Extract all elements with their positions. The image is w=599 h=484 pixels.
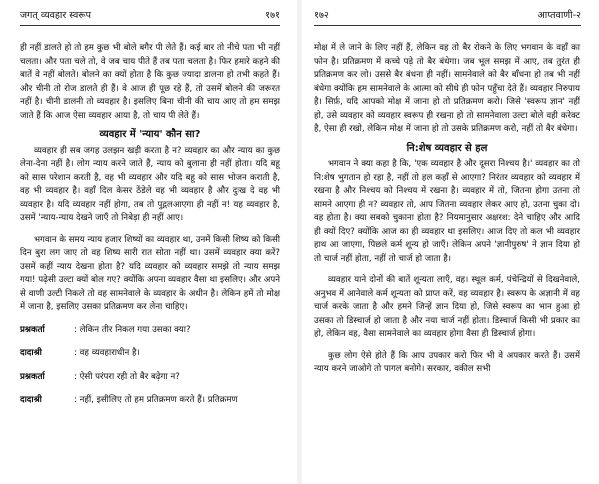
dialogue-speaker: प्रश्नकर्ता: [20, 371, 45, 382]
right-paragraph-4: कुछ लोग ऐसे होते हैं कि आप उपकार करो फिर भी वे अपकार करते हैं। उसमें न्याय करने जाओगे तो पागल बनोगे। सरकार, वकील सभी: [314, 350, 580, 374]
dialogue-speaker: प्रश्नकर्ता: [20, 324, 45, 335]
left-paragraph-2: व्यवहार ही सब जगह उलझन खड़ी करता है न? व्यवहार का और न्याय का कुछ लेना-देना नहीं है। लोग न्याय करने जाते हैं, न्याय को बुलाना ही नहीं होता। यदि बहू को सास परेशान करती है, वह भी व्यवहार और यदि बहू को सास भोजन कराती है, वह भी व्यवहार है। वहाँ दिल केसर ठेंडेले वह भी व्यवहार है और दुःख दे वह भी व्यवहार है। यदि व्यवहार नहीं होगा, तब तो पुद्गलआएगा ही नहीं न! यह व्यवहार है, उसमें 'न्याय-न्याय देखने जाएँ तो निबेड़ा ही नहीं आए।: [20, 145, 280, 223]
right-page: [302, 0, 599, 484]
dialogue-text: : नहीं, इसीलिए तो हम प्रतिक्रमण करते हैं। प्रतिक्रमण: [74, 395, 238, 405]
left-page: [0, 0, 297, 484]
left-page-number: १७१: [265, 10, 280, 21]
dialogue-line: [20, 371, 280, 385]
left-page-body: [20, 42, 280, 409]
dialogue-speaker: दादाश्री: [20, 395, 42, 405]
dialogue-text: : वह व्यवहाराधीन है।: [74, 348, 140, 358]
right-page-header: [314, 9, 581, 26]
left-paragraph-3: भगवान के समय न्याय हजार शिष्यों का व्यवहार था, उनमें किसी शिष्य को किसी दिन बुरा लग जाए तो वह शिष्य सारी रात सोता नहीं था। उसमें व्यवहार क्या करें? उसमें कहीं न्याय देखना होता है? यदि व्यवहार को व्यवहार समझे तो न्याय समझ गया! पढ़ेसी उल्टा क्यों बोल गए? क्योंकि अपना व्यवहार वैसा था इसलिए। और अपने से वाणी उल्टी निकले तो वह सामनेवाले के व्यवहार के अधीन है। लेकिन हमें तो मोक्ष में जाना है, इसलिए उसका प्रतिक्रमण कर लेना चाहिए।: [20, 234, 280, 312]
dialogue-line: [20, 324, 280, 338]
right-paragraph-1: मोक्ष में ले जाने के लिए नहीं हैं, लेकिन वह तो बैर रोकने के लिए भगवान के वहाँ का फोन है। प्रतिक्रमण में कच्चे पड़े तो बैर बंधेगा। जब भूल समझ में आए, तब तुरंत ही प्रतिक्रमण कर लो। उससे बैर बंधना ही नहीं। सामनेवाले को बैर बाँधना हो तब भी नहीं बंधेगा क्योंकि हम सामनेवाले के आत्मा को सीधे ही फोन पहुँचा देते हैं। व्यवहार निरुपाय है। सिर्फ़, यदि आपको मोक्ष में जाना हो तो प्रतिक्रमण करो। जिसे 'स्वरूप ज्ञान' नहीं हो, उसे व्यवहार को व्यवहार स्वरूप ही रखना हो तो सामनेवाला उल्टा बोले वही करेक्ट है, ऐसा ही रखो, लेकिन मोक्ष में जाना हो तो उसके प्रतिक्रमण करो, नहीं तो बैर बंधेगा।: [314, 43, 580, 134]
left-header-title: जगत् व्यवहार स्वरूप: [20, 10, 92, 21]
dialogue-speaker: दादाश्री: [20, 348, 42, 358]
right-section-heading: नि:शेष व्यवहार से हल: [406, 142, 488, 154]
right-paragraph-2: भगवान ने क्या कहा है कि, 'एक व्यवहार है और दूसरा निश्चय है।' व्यवहार का तो नि:शेष भुगतान हो रहा है, नहीं तो हल कहाँ से आएगा? निरंतर व्यवहार को व्यवहार में रखना है और निश्चय को निश्चय में रखना है। व्यवहार में तो, जितना होगा उतना तो सामने आएगा ही न? व्यवहार तो, आप जितना व्यवहार लेकर आए हो, उतना चुका दो। वह होता है। क्या सबको चुकाना होता है? नियमानुसार अक्षरश: देने चाहिए और आदि ही क्यों दिए? क्योंकि आज का ही व्यवहार था इसलिए। आज दिए तो कल भी व्यवहार हाथ आ जाएगा, पिछले कर्म शून्य हो जाएँ। लेकिन अपने 'ज्ञानीपुरुष' ने ज्ञान दिया हो तो चार्ज नहीं होता, नहीं तो चार्ज हो जाता है।: [314, 159, 580, 264]
dialogue-line: [20, 347, 280, 361]
left-paragraph-1: ही नहीं डालते हो तो हम कुछ भी बोले बगैर पी लेते हैं। कई बार तो नीचे पता भी नहीं चलता। और पता चले तो, वे जब चाय पीते हैं तब पता चलता है। फिर हमारे कहने की बातें वे नहीं बोलते। बोलने का क्यों होता है कि कुछ ज्यादा डालना हो तभी कहते हैं। और चीनी तो रोज डालते ही हैं। वे आज ही पूछ रहे हैं, तो उसमें बोलने की जरूरत नहीं है। चीनी डालनी तो व्यवहार है। इसलिए बिना चीनी की चाय आए तो हम समझ जाते हैं कि आज ऐसा व्यवहार आया है, तो चाय पी लेते हैं।: [20, 43, 280, 121]
dialogue-text: : लेकिन तीर निकल गया उसका क्या?: [74, 324, 191, 335]
left-page-header: [20, 9, 280, 26]
dialogue-text: : ऐसी परंपरा रही तो बैर बढ़ेगा न?: [74, 371, 180, 382]
dialogue-line: [20, 394, 280, 408]
right-page-number: १७२: [314, 10, 329, 21]
right-page-body: [314, 42, 580, 377]
right-paragraph-3: व्यवहार याने दोनों की बातें शून्यता लाएँ, वह। स्थूल कर्म, पंचेन्द्रियों से दिखनेवाले, अनुभव में आनेवाले कर्म शून्यता को प्राप्त करें, वह व्यवहार है। स्वरूप के अज्ञानी में वह चार्ज करके जाता है और हमने जिन्हें ज्ञान दिया हो, जिसे स्वरूप का भान हुआ हो उसका तो डिस्चार्ज हो जाता है और नया चार्ज नहीं होता। डिस्चार्ज किसी भी प्रकार का हो, लेकिन वह, वैसा सामनेवाले का व्यवहार होगा वैसा ही डिस्चार्ज होगा।: [314, 275, 580, 339]
left-section-heading: व्यवहार में 'न्याय' कौन सा?: [99, 129, 201, 140]
right-header-title: आप्तवाणी-२: [537, 10, 581, 21]
